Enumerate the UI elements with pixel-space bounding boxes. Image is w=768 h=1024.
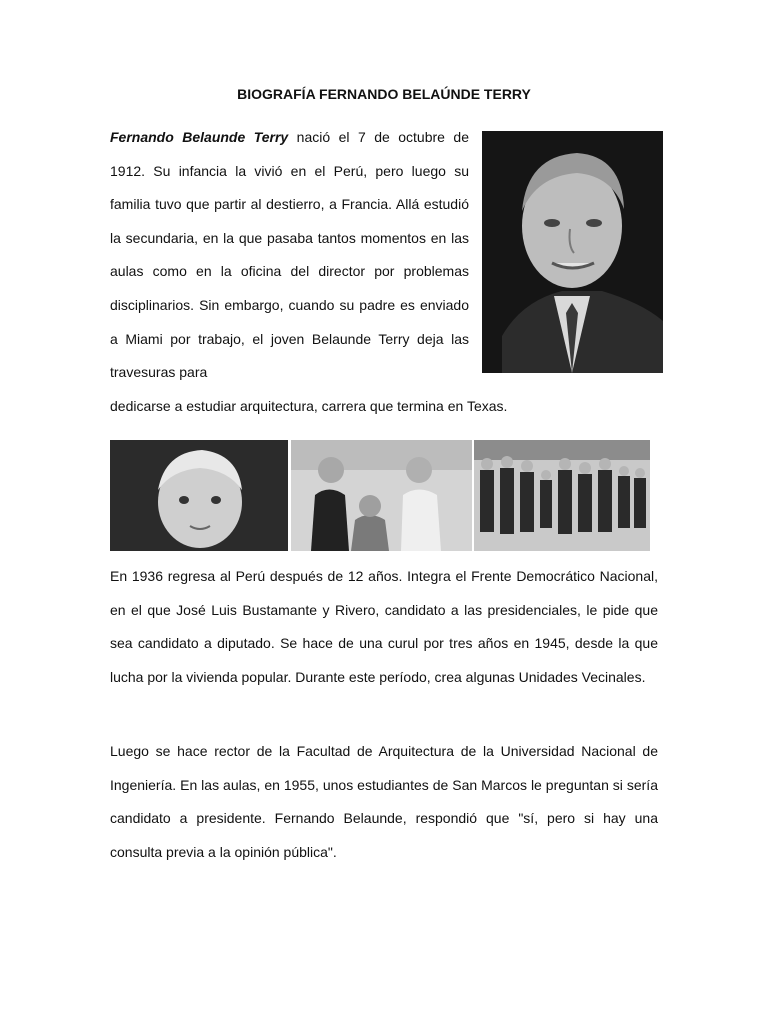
paragraph-rector: Luego se hace rector de la Facultad de Arquitectura de la Universidad Nacional de Ingeniería. En las aulas, en 1955, unos estudiantes de San Marcos le preguntan si sería candidato a presidente. Fernando Belaunde, respondió que "sí, pero si hay una consulta previa a la opinión pública".: [110, 743, 658, 860]
portrait-photo: [482, 131, 663, 373]
document-title: BIOGRAFÍA FERNANDO BELAÚNDE TERRY: [237, 86, 531, 102]
paragraph-intro-last-line: dedicarse a estudiar arquitectura, carrera que termina en Texas.: [110, 398, 508, 414]
family-photo: [291, 440, 472, 551]
photo-strip: [110, 440, 650, 551]
subject-name: Fernando Belaunde Terry: [110, 129, 289, 145]
paragraph-return: En 1936 regresa al Perú después de 12 años. Integra el Frente Democrático Nacional, en el que José Luis Bustamante y Rivero, candidato a las presidenciales, le pide que sea candidato a diputado. Se hace de una curul por tres años en 1945, desde la que lucha por la vivienda popular. Durante este período, crea algunas Unidades Vecinales.: [110, 568, 658, 685]
childhood-photo: [110, 440, 288, 551]
paragraph-intro: [110, 121, 469, 390]
group-photo: [474, 440, 650, 551]
paragraph-intro-text: nació el 7 de octubre de 1912. Su infancia la vivió en el Perú, pero luego su familia tuvo que partir al destierro, a Francia. Allá estudió la secundaria, en la que pasaba tantos momentos en las aulas como en la oficina del director por problemas disciplinarios. Sin embargo, cuando su padre es enviado a Miami por trabajo, el joven Belaunde Terry deja las travesuras para: [110, 129, 469, 381]
